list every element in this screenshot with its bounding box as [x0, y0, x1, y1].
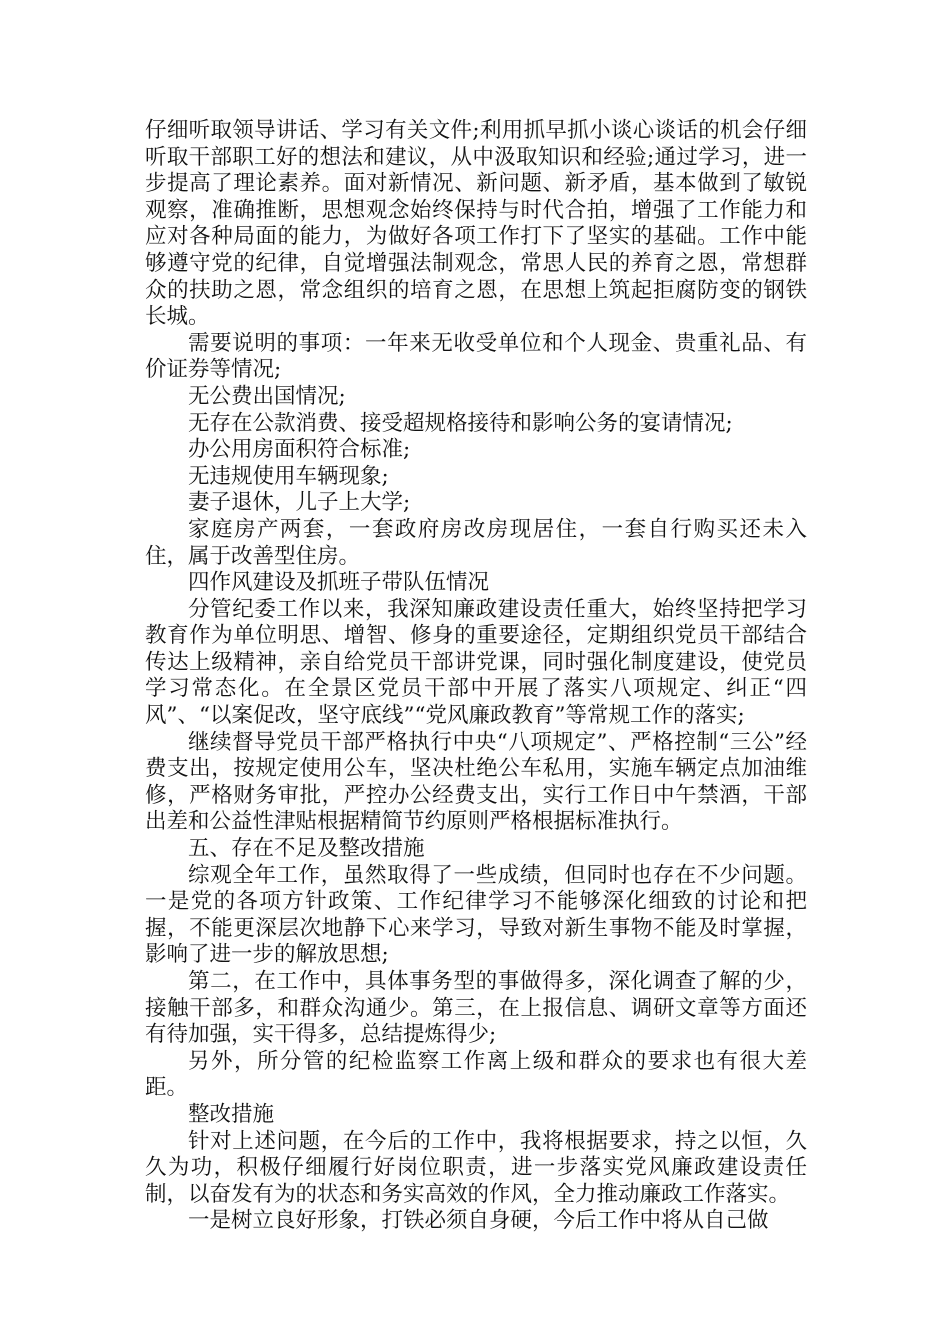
document-body: [145, 118, 807, 1235]
section-heading-4: 四作风建设及抓班子带队伍情况: [188, 570, 490, 596]
paragraph-14: 第二，在工作中，具体事务型的事做得多，深化调查了解的少，接触干部多，和群众沟通少。第三，在上报信息、调研文章等方面还有待加强，实干得多，总结提炼得少;: [145, 969, 807, 1048]
paragraph-3: 无公费出国情况;: [188, 383, 346, 409]
subheading-rectification: 整改措施: [188, 1101, 275, 1127]
paragraph-2: 需要说明的事项：一年来无收受单位和个人现金、贵重礼品、有价证券等情况;: [145, 330, 807, 383]
paragraph-5: 办公用房面积符合标准;: [188, 437, 411, 463]
paragraph-15: 另外，所分管的纪检监察工作离上级和群众的要求也有很大差距。: [145, 1048, 807, 1101]
paragraph-17: 针对上述问题，在今后的工作中，我将根据要求，持之以恒，久久为功，积极仔细履行好岗位职责，进一步落实党风廉政建设责任制，以奋发有为的状态和务实高效的作风，全力推动廉政工作落实。: [145, 1128, 807, 1207]
paragraph-4: 无存在公款消费、接受超规格接待和影响公务的宴请情况;: [188, 410, 733, 436]
paragraph-11: 继续督导党员干部严格执行中央“八项规定”、严格控制“三公”经费支出，按规定使用公车，坚决杜绝公车私用，实施车辆定点加油维修，严格财务审批，严控办公经费支出，实行工作日中午禁酒，干部出差和公益性津贴根据精简节约原则严格根据标准执行。: [145, 729, 807, 835]
paragraph-18: 一是树立良好形象，打铁必须自身硬，今后工作中将从自己做: [188, 1208, 769, 1234]
section-heading-5: 五、存在不足及整改措施: [188, 836, 425, 862]
paragraph-6: 无违规使用车辆现象;: [188, 463, 389, 489]
paragraph-8: 家庭房产两套，一套政府房改房现居住，一套自行购买还未入住，属于改善型住房。: [145, 516, 807, 569]
paragraph-13: 综观全年工作，虽然取得了一些成绩，但同时也存在不少问题。一是党的各项方针政策、工作纪律学习不能够深化细致的讨论和把握，不能更深层次地静下心来学习，导致对新生事物不能及时掌握，影响了进一步的解放思想;: [145, 862, 807, 968]
paragraph-10: 分管纪委工作以来，我深知廉政建设责任重大，始终坚持把学习教育作为单位明思、增智、修身的重要途径，定期组织党员干部结合传达上级精神，亲自给党员干部讲党课，同时强化制度建设，使党员学习常态化。在全景区党员干部中开展了落实八项规定、纠正“四风”、“以案促改，坚守底线”“党风廉政教育”等常规工作的落实;: [145, 596, 807, 729]
paragraph-7: 妻子退休，儿子上大学;: [188, 490, 411, 516]
paragraph-1: 仔细听取领导讲话、学习有关文件;利用抓早抓小谈心谈话的机会仔细听取干部职工好的想法和建议，从中汲取知识和经验;通过学习，进一步提高了理论素养。面对新情况、新问题、新矛盾，基本做到了敏锐观察，准确推断，思想观念始终保持与时代合拍，增强了工作能力和应对各种局面的能力，为做好各项工作打下了坚实的基础。工作中能够遵守党的纪律，自觉增强法制观念，常思人民的养育之恩，常想群众的扶助之恩，常念组织的培育之恩，在思想上筑起拒腐防变的钢铁长城。: [145, 118, 807, 330]
